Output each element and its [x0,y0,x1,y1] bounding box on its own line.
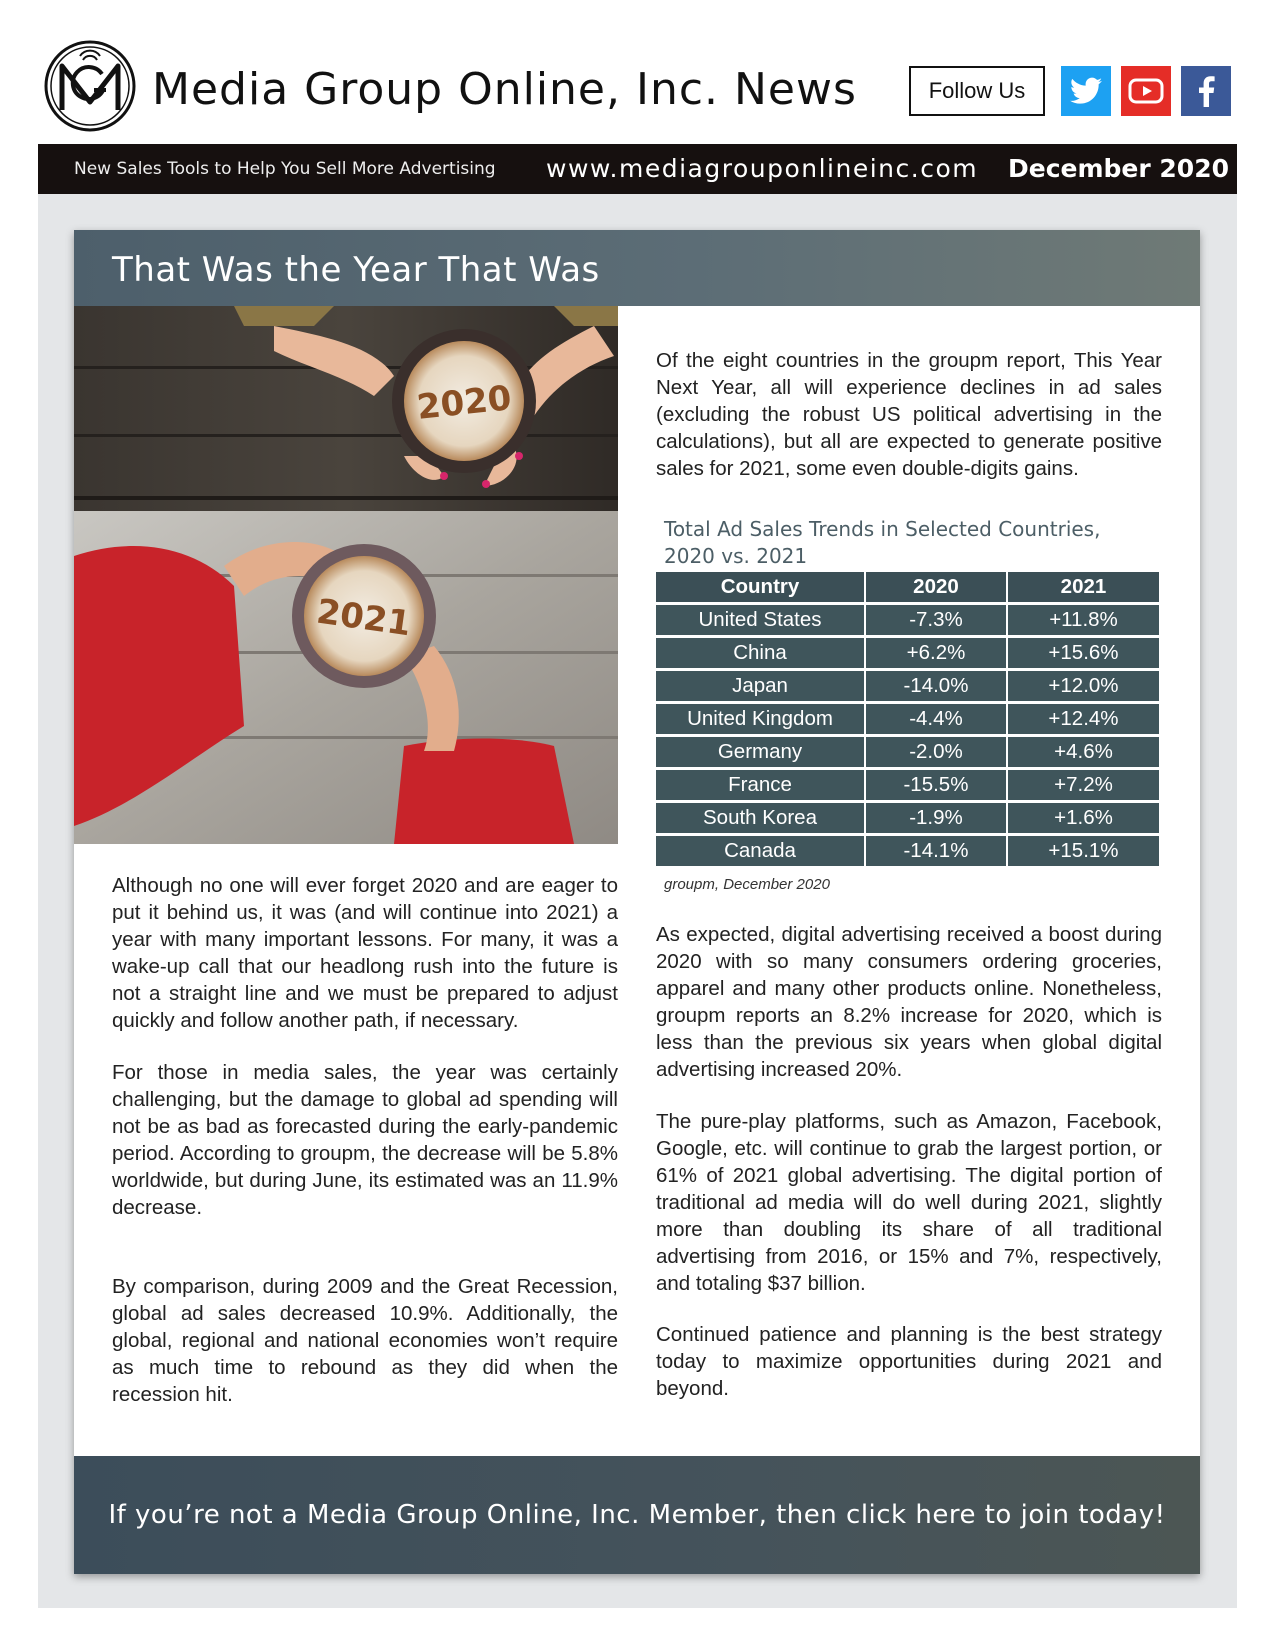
youtube-button[interactable] [1121,66,1171,116]
table-row [656,638,1159,668]
twitter-button[interactable] [1061,66,1111,116]
table-row [656,737,1159,767]
cell-country: United Kingdom [656,704,864,734]
website-link[interactable]: www.mediagrouponlineinc.com [546,154,979,183]
cell-country: United States [656,605,864,635]
cell-2021: +1.6% [1008,803,1159,833]
table-source: groupm, December 2020 [664,876,830,893]
follow-us-button[interactable]: Follow Us [909,66,1045,116]
cup-2021-text: 2021 [314,591,414,645]
intro-paragraph: Of the eight countries in the groupm report, This Year Next Year, all will experience declines in ad sales (excluding the robust US political advertising in the calculations), but all are expected to generate positive sales for 2021, some even double-digits gains. [656,349,1162,480]
tagline: New Sales Tools to Help You Sell More Advertising [74,159,496,179]
cell-2021: +12.4% [1008,704,1159,734]
cell-country: China [656,638,864,668]
masthead-bar [38,144,1237,194]
header-2021: 2021 [1008,572,1159,602]
join-cta-text[interactable]: If you’re not a Media Group Online, Inc. Member, then click here to join today! [108,1500,1166,1530]
cell-2021: +15.6% [1008,638,1159,668]
table-row [656,770,1159,800]
header-2020: 2020 [866,572,1006,602]
header-country: Country [656,572,864,602]
cell-country: Japan [656,671,864,701]
cell-country: South Korea [656,803,864,833]
right-paragraph-2: The pure-play platforms, such as Amazon, Facebook, Google, etc. will continue to grab the largest portion, or 61% of 2021 global advertising. The digital portion of traditional ad media will do well during 2021, slightly more than doubling its share of all traditional advertising from 2016, or 15% and 7%, respectively, and totaling $37 billion. [656,1110,1162,1295]
table-row [656,704,1159,734]
brand-title: Media Group Online, Inc. News [152,64,857,115]
cell-2020: -7.3% [866,605,1006,635]
cell-2021: +4.6% [1008,737,1159,767]
right-paragraph-1: As expected, digital advertising received a boost during 2020 with so many consumers ordering groceries, apparel and many other products online. Nonetheless, groupm reports an 8.2% increase for 2020, which is less than the previous six years when global digital advertising increased 20%. [656,923,1162,1081]
left-paragraph-3: By comparison, during 2009 and the Great Recession, global ad sales decreased 10.9%. Additionally, the global, regional and national economies won’t require as much time to rebound as they did when the recession hit. [112,1275,618,1406]
cell-2021: +11.8% [1008,605,1159,635]
twitter-icon [1070,77,1102,105]
cell-country: France [656,770,864,800]
ad-sales-table [654,569,1161,869]
left-paragraph-2: For those in media sales, the year was certainly challenging, but the damage to global ad spending will not be as bad as forecasted during the early-pandemic period. According to groupm, the decrease will be 5.8% worldwide, but during June, its estimated was an 11.9% decrease. [112,1061,618,1219]
table-row [656,836,1159,866]
right-paragraph-3: Continued patience and planning is the best strategy today to maximize opportunities during 2021 and beyond. [656,1323,1162,1400]
table-header-row [656,572,1159,602]
cell-country: Canada [656,836,864,866]
cell-2020: -14.1% [866,836,1006,866]
join-cta-banner[interactable] [74,1456,1200,1574]
cell-2020: -14.0% [866,671,1006,701]
issue-date: December 2020 [1008,154,1229,183]
table-row [656,803,1159,833]
cell-2020: -4.4% [866,704,1006,734]
cell-2021: +12.0% [1008,671,1159,701]
cell-2020: -15.5% [866,770,1006,800]
mgo-logo [44,40,136,132]
facebook-icon [1197,75,1215,107]
cup-2020-text: 2020 [415,378,514,428]
left-paragraph-1: Although no one will ever forget 2020 and are eager to put it behind us, it was (and will continue into 2021) a year with many important lessons. For many, it was a wake-up call that our headlong rush into the future is not a straight line and we must be prepared to adjust quickly and follow another path, if necessary. [112,874,618,1032]
article-title: That Was the Year That Was [112,250,600,290]
table-row [656,605,1159,635]
cell-2020: -2.0% [866,737,1006,767]
youtube-icon [1128,77,1164,105]
cell-2021: +15.1% [1008,836,1159,866]
cell-2020: +6.2% [866,638,1006,668]
hero-image [74,306,618,844]
cell-country: Germany [656,737,864,767]
cell-2020: -1.9% [866,803,1006,833]
facebook-button[interactable] [1181,66,1231,116]
table-row [656,671,1159,701]
table-title: Total Ad Sales Trends in Selected Countries, 2020 vs. 2021 [664,517,1101,568]
cell-2021: +7.2% [1008,770,1159,800]
